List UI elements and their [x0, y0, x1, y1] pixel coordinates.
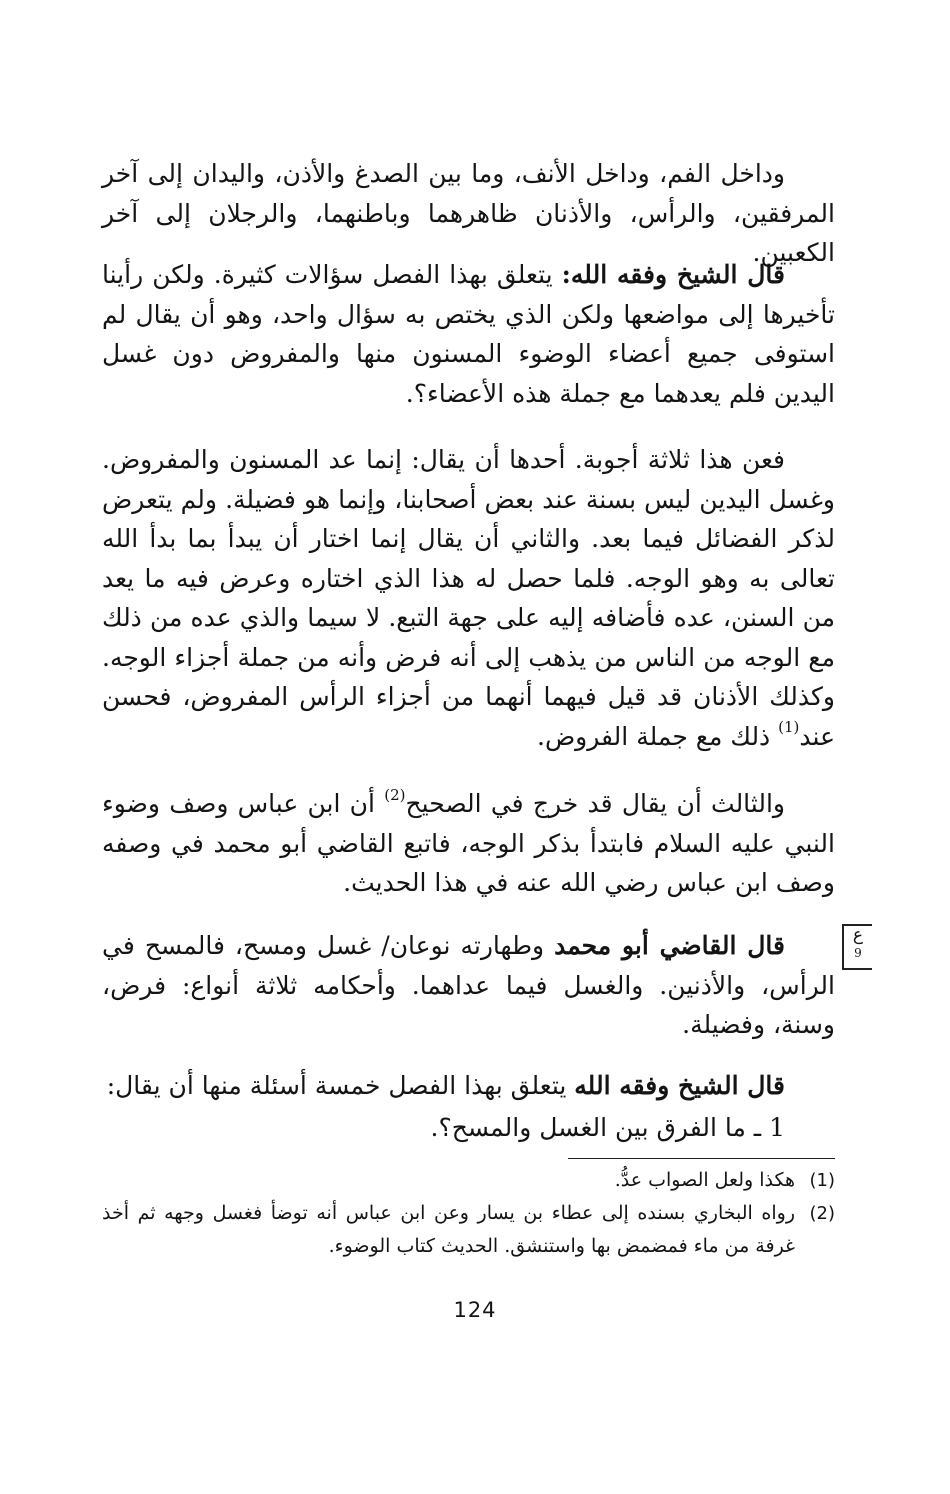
- paragraph-text: [102, 784, 835, 903]
- paragraph-text: وداخل الفم، وداخل الأنف، وما بين الصدغ والأذن، واليدان إلى آخر المرفقين، والرأس، والأذنان ظاهرهما وباطنهما، والرجلان إلى آخر الكعبين.: [102, 159, 835, 267]
- paragraph-body: ذلك مع جملة الفروض.: [537, 721, 779, 751]
- paragraph-3: [102, 440, 835, 756]
- speaker-label: قال الشيخ وفقه الله: [574, 1071, 785, 1100]
- paragraph-text: [102, 440, 835, 756]
- page-number: 124: [453, 1298, 497, 1322]
- footnote-number: (1): [809, 1170, 835, 1191]
- paragraph-2: [102, 255, 835, 413]
- marker-letter: ع: [852, 925, 864, 945]
- paragraph-text: [102, 926, 835, 1045]
- footnotes: [102, 1164, 835, 1263]
- footnote-separator: [568, 1158, 835, 1159]
- margin-marker: [842, 924, 872, 970]
- marker-number: 9: [854, 946, 862, 960]
- footnote-ref-2: (2): [384, 785, 406, 804]
- speaker-label: قال القاضي أبو محمد: [554, 931, 785, 960]
- paragraph-4: [102, 784, 835, 903]
- paragraph-body: فعن هذا ثلاثة أجوبة. أحدها أن يقال: إنما عد المسنون والمفروض. وغسل اليدين ليس بسنة عند بعض أصحابنا، وإنما هو فضيلة. ولم يتعرض لذكر الفضائل فيما بعد. والثاني أن يقال إنما اختار أن يبدأ بما بدأ الله تعالى به وهو الوجه. فلما حصل له هذا الذي اختاره وعرض فيه ما يعد من السنن، عده فأضافه إليه على جهة التبع. لا سيما والذي عده من ذلك مع الوجه من الناس من يذهب إلى أنه فرض وأنه من جملة أجزاء الوجه. وكذلك الأذنان قد قيل فيهما أنهما من أجزاء الرأس المفروض، فحسن عند: [102, 445, 835, 751]
- footnote-text: هكذا ولعل الصواب عدُّ.: [614, 1169, 795, 1191]
- paragraph-body: وطهارته نوعان/ غسل ومسح، فالمسح في الرأس، والأذنين. والغسل فيما عداهما. وأحكامه ثلاثة أنواع: فرض، وسنة، وفضيلة.: [102, 931, 835, 1039]
- footnote-1: [102, 1164, 835, 1197]
- speaker-label: قال الشيخ وفقه الله:: [561, 260, 785, 289]
- paragraph-body: أن ابن عباس وصف وضوء النبي عليه السلام فابتدأ بذكر الوجه، فاتبع القاضي أبو محمد في وصفه وصف ابن عباس رضي الله عنه في هذا الحديث.: [102, 789, 835, 897]
- question-heading: 1 ـ ما الفرق بين الغسل والمسح؟.: [430, 1113, 785, 1142]
- footnote-2: [102, 1197, 835, 1263]
- footnote-ref-1: (1): [778, 718, 800, 737]
- paragraph-5: [102, 926, 835, 1045]
- paragraph-body: والثالث أن يقال قد خرج في الصحيح: [405, 789, 785, 818]
- paragraph-text: [102, 1066, 835, 1106]
- paragraph-body: يتعلق بهذا الفصل خمسة أسئلة منها أن يقال:: [106, 1071, 575, 1100]
- paragraph-7: [102, 1108, 835, 1148]
- footnote-number: (2): [809, 1203, 835, 1224]
- paragraph-body: يتعلق بهذا الفصل سؤالات كثيرة. ولكن رأينا تأخيرها إلى مواضعها ولكن الذي يختص به سؤال واحد، وهو أن يقال لم استوفى جميع أعضاء الوضوء المسنون منها والمفروض دون غسل اليدين فلم يعدهما مع جملة هذه الأعضاء؟.: [102, 260, 835, 408]
- footnote-text: رواه البخاري بسنده إلى عطاء بن يسار وعن ابن عباس أنه توضأ فغسل وجهه ثم أخذ غرفة من ماء فمضمض بها واستنشق. الحديث كتاب الوضوء.: [102, 1202, 795, 1257]
- paragraph-text: [102, 255, 835, 413]
- paragraph-6: [102, 1066, 835, 1106]
